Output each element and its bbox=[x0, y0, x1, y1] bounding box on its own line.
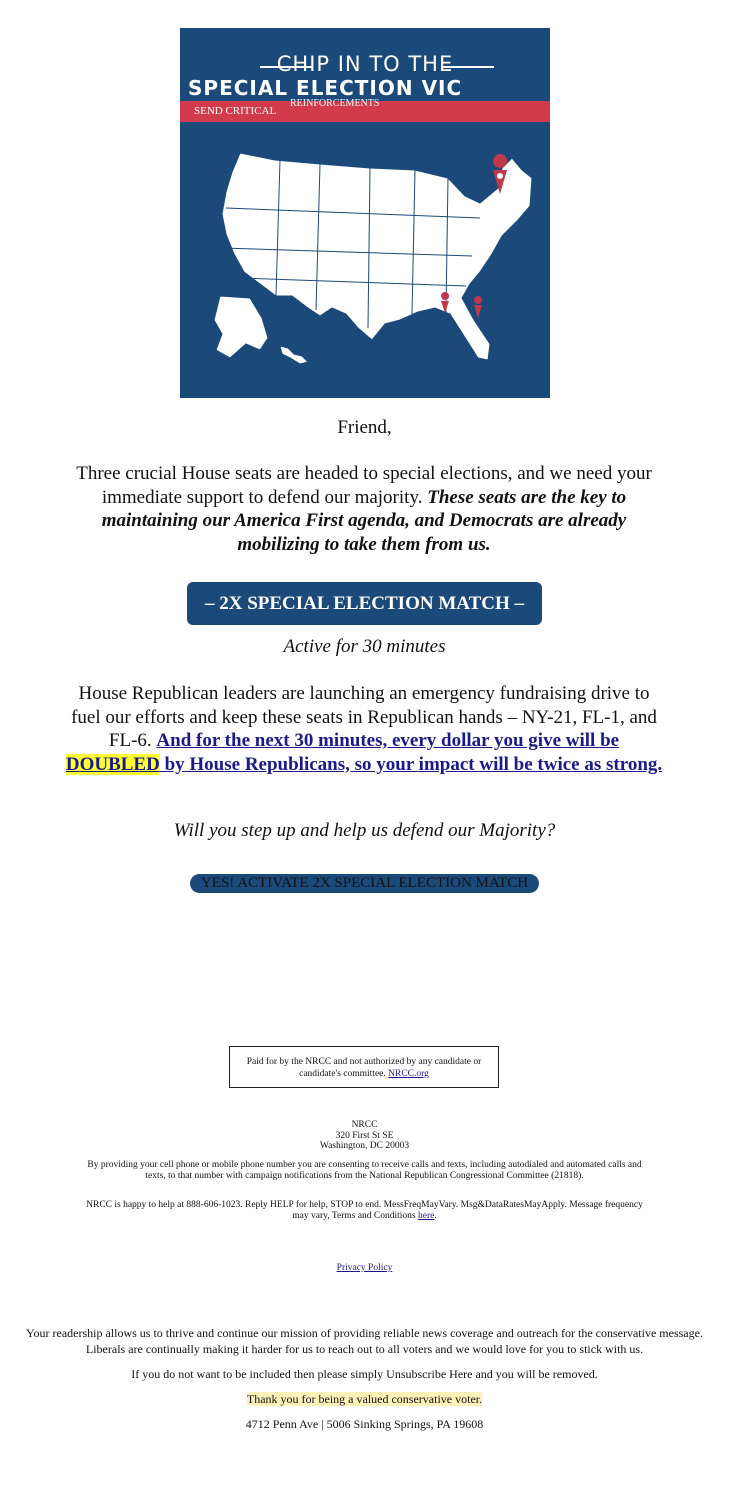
match-button[interactable]: – 2X SPECIAL ELECTION MATCH – bbox=[187, 582, 542, 625]
thanks-text: Thank you for being a valued conservative voter. bbox=[246, 1392, 483, 1406]
us-map-icon bbox=[180, 28, 550, 398]
intro-emphasis-text: These seats are the key to maintaining our America First agenda, and Democrats are already mobilizing to take them from us. bbox=[101, 486, 627, 555]
intro-paragraph bbox=[62, 462, 666, 556]
activate-match-button[interactable]: YES! ACTIVATE 2X SPECIAL ELECTION MATCH bbox=[190, 874, 539, 893]
consent-text: By providing your cell phone or mobile phone number you are consenting to receive calls and texts, including autodialed and automated calls and texts, to that number with campaign notifications from the National Republican Congressional Committee (21818). bbox=[87, 1160, 642, 1181]
donate-link-highlight: DOUBLED bbox=[65, 753, 160, 775]
footer-address: 4712 Penn Ave | 5006 Sinking Springs, PA 19608 bbox=[245, 1417, 484, 1431]
privacy-policy-link[interactable]: Privacy Policy bbox=[336, 1263, 393, 1273]
readership-text: Your readership allows us to thrive and continue our mission of providing reliable news coverage and outreach for the conservative message. Liberals are continually making it harder for us to reach out to all voters and we would love for you to stick with us. bbox=[26, 1326, 703, 1356]
body-paragraph bbox=[64, 682, 664, 776]
address-street: 320 First St SE bbox=[335, 1130, 394, 1141]
donate-link[interactable] bbox=[66, 730, 662, 775]
hero-banner-image[interactable] bbox=[180, 28, 550, 398]
thanks-row bbox=[0, 1391, 729, 1407]
alaska-shape bbox=[214, 296, 268, 358]
hero-banner-left-text: SEND CRITICAL bbox=[194, 105, 277, 117]
mailing-address bbox=[0, 1120, 729, 1152]
question-text: Will you step up and help us defend our Majority? bbox=[173, 820, 556, 841]
disclaimer-text: Paid for by the NRCC and not authorized by any candidate or candidate's committee. bbox=[246, 1057, 482, 1079]
hero-subheadline: SPECIAL ELECTION VIC bbox=[188, 76, 463, 100]
body-plain-text: House Republican leaders are launching an emergency fundraising drive to fuel our efforts and keep these seats in Republican hands – NY-21, FL-1, and FL-6. bbox=[71, 683, 657, 751]
terms-link[interactable]: here bbox=[418, 1210, 435, 1221]
active-duration-label: Active for 30 minutes bbox=[283, 636, 446, 657]
help-end: . bbox=[434, 1210, 437, 1221]
hawaii-shape bbox=[280, 346, 308, 364]
disclaimer-box bbox=[229, 1046, 499, 1088]
greeting: Friend, bbox=[337, 417, 392, 438]
us-mainland-shape bbox=[222, 153, 532, 360]
help-body: NRCC is happy to help at 888-606-1023. Reply HELP for help, STOP to end. MessFreqMayVary. Msg&DataRatesMayApply. Message frequency may vary, Terms and Conditions bbox=[86, 1200, 643, 1221]
unsubscribe-text: If you do not want to be included then please simply Unsubscribe Here and you will be removed. bbox=[131, 1367, 598, 1381]
hero-banner-right-text: REINFORCEMENTS bbox=[290, 98, 380, 109]
address-city: Washington, DC 20003 bbox=[319, 1141, 410, 1151]
intro-plain-text: Three crucial House seats are headed to special elections, and we need your immediate support to defend our majority. bbox=[76, 463, 652, 508]
donate-link-part1: And for the next 30 minutes, every dollar you give will be bbox=[156, 730, 620, 751]
nrcc-link[interactable]: NRCC.org bbox=[388, 1069, 429, 1079]
hero-headline: CHIP IN TO THE bbox=[276, 52, 454, 76]
privacy-row bbox=[0, 1263, 729, 1274]
address-org: NRCC bbox=[351, 1120, 378, 1130]
map-pin-fl6-icon bbox=[474, 296, 482, 318]
donate-link-part2: by House Republicans, so your impact will be twice as strong. bbox=[159, 753, 663, 775]
help-text bbox=[80, 1200, 649, 1221]
